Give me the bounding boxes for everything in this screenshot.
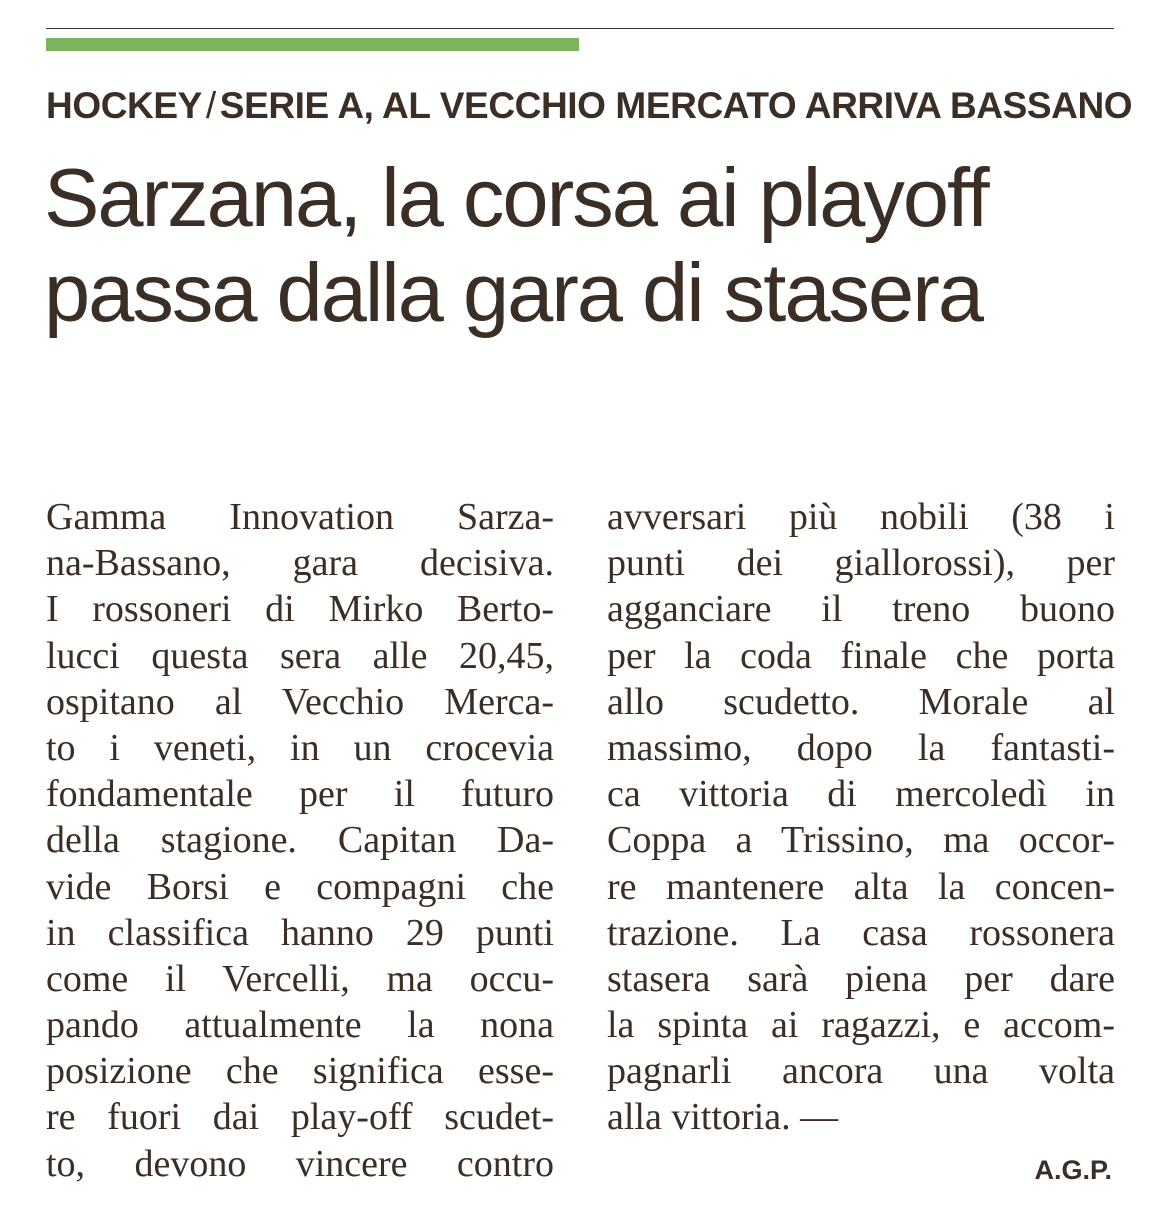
kicker-separator: / [205, 85, 216, 126]
body-line: pagnarli ancora una volta [607, 1050, 1115, 1093]
body-line: to, devono vincere contro [46, 1142, 554, 1185]
author-signature: A.G.P. [1034, 1155, 1112, 1185]
body-line: I rossoneri di Mirko Berto- [46, 588, 554, 631]
body-line: Gamma Innovation Sarza- [46, 496, 554, 538]
body-line: Coppa a Trissino, ma occor- [607, 819, 1115, 862]
body-line: ospitano al Vecchio Merca- [46, 680, 554, 723]
body-line: ca vittoria di mercoledì in [607, 773, 1115, 816]
body-line: avversari più nobili (38 i [607, 496, 1115, 538]
body-line: vide Borsi e compagni che [46, 865, 554, 908]
body-line: punti dei giallorossi), per [607, 542, 1115, 585]
body-line: pando attualmente la nona [46, 1004, 554, 1047]
body-line: alla vittoria. — [607, 1096, 839, 1139]
body-line: na-Bassano, gara decisiva. [46, 542, 554, 585]
body-line: posizione che significa esse- [46, 1050, 554, 1093]
body-line: lucci questa sera alle 20,45, [46, 634, 554, 677]
body-line: stasera sarà piena per dare [607, 957, 1115, 1000]
kicker-subtitle: SERIE A, AL VECCHIO MERCATO ARRIVA BASSANO [219, 85, 1133, 126]
body-line: agganciare il treno buono [607, 588, 1115, 631]
body-line: massimo, dopo la fantasti- [607, 726, 1115, 769]
kicker-section: HOCKEY [46, 85, 202, 126]
body-line: to i veneti, in un crocevia [46, 726, 554, 769]
body-line: la spinta ai ragazzi, e accom- [607, 1004, 1115, 1047]
headline-line: Sarzana, la corsa ai playoff [44, 151, 988, 244]
body-line: come il Vercelli, ma occu- [46, 957, 554, 1000]
body-column-right [607, 494, 1115, 1141]
body-line: per la coda finale che porta [607, 634, 1115, 677]
body-line: allo scudetto. Morale al [607, 680, 1115, 723]
top-rule [46, 28, 1114, 29]
body-line: re mantenere alta la concen- [607, 865, 1115, 908]
body-line: in classifica hanno 29 punti [46, 911, 554, 954]
body-line: della stagione. Capitan Da- [46, 819, 554, 862]
body-line: fondamentale per il futuro [46, 773, 554, 816]
body-line: re fuori dai play-off scudet- [46, 1096, 554, 1139]
article-kicker [46, 80, 1133, 132]
section-accent-bar [46, 38, 579, 51]
body-line: trazione. La casa rossonera [607, 911, 1115, 954]
article-headline [44, 150, 1124, 340]
body-column-left [46, 494, 554, 1187]
headline-line: passa dalla gara di stasera [44, 246, 982, 339]
